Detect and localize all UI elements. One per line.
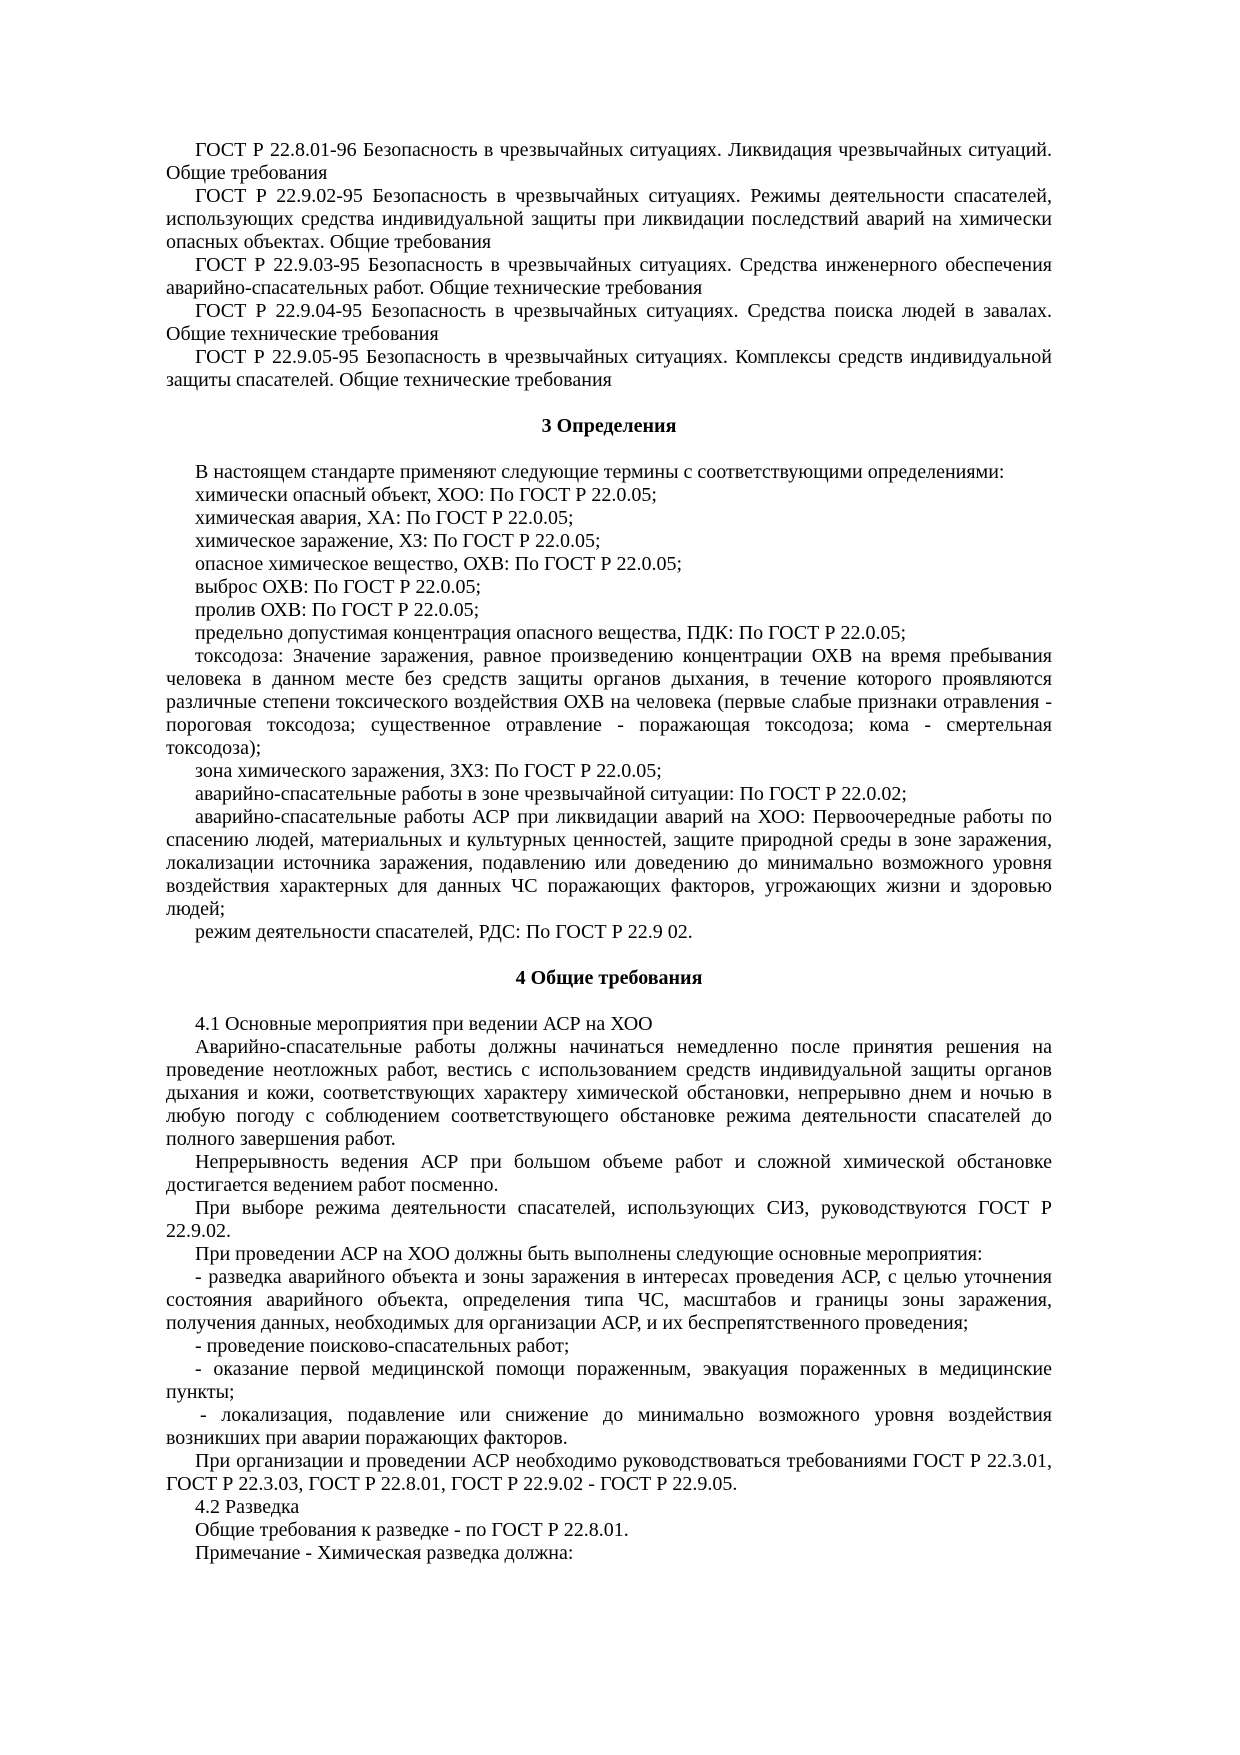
- section-3-heading: 3 Определения: [541, 415, 677, 437]
- definition-paragraph: химическая авария, ХА: По ГОСТ Р 22.0.05;: [195, 507, 574, 529]
- definition-paragraph: режим деятельности спасателей, РДС: По ГОСТ Р 22.9 02.: [195, 921, 693, 943]
- gost-reference-item: ГОСТ Р 22.8.01-96 Безопасность в чрезвычайных ситуациях. Ликвидация чрезвычайных ситуаций. Общие требования: [166, 139, 1052, 184]
- requirement-paragraph: При проведении АСР на ХОО должны быть выполнены следующие основные мероприятия:: [195, 1243, 983, 1265]
- definition-paragraph: опасное химическое вещество, ОХВ: По ГОСТ Р 22.0.05;: [195, 553, 683, 575]
- requirement-paragraph: Общие требования к разведке - по ГОСТ Р 22.8.01.: [195, 1519, 629, 1541]
- requirement-list-item: - локализация, подавление или снижение до минимально возможного уровня воздействия возникших при аварии поражающих факторов.: [166, 1404, 1052, 1449]
- requirement-list-item: - разведка аварийного объекта и зоны заражения в интересах проведения АСР, с целью уточнения состояния аварийного объекта, определения типа ЧС, масштабов и границы зоны заражения, получения данных, необходимых для организации АСР, и их беспрепятственного проведения;: [166, 1266, 1052, 1334]
- requirement-paragraph: При выборе режима деятельности спасателей, использующих СИЗ, руководствуются ГОСТ Р 22.9.02.: [166, 1197, 1052, 1242]
- requirement-paragraph: Примечание - Химическая разведка должна:: [195, 1542, 574, 1564]
- definition-paragraph: химически опасный объект, ХОО: По ГОСТ Р 22.0.05;: [195, 484, 657, 506]
- definition-paragraph: В настоящем стандарте применяют следующие термины с соответствующими определениями:: [195, 461, 1005, 483]
- definition-paragraph: токсодоза: Значение заражения, равное произведению концентрации ОХВ на время пребывания человека в данном месте без средств защиты органов дыхания, в течение которого проявляются различные степени токсического воздействия ОХВ на человека (первые слабые признаки отравления - пороговая токсодоза; существенное отравление - поражающая токсодоза; кома - смертельная токсодоза);: [166, 645, 1052, 759]
- gost-reference-item: ГОСТ Р 22.9.05-95 Безопасность в чрезвычайных ситуациях. Комплексы средств индивидуальной защиты спасателей. Общие технические требования: [166, 346, 1052, 391]
- gost-reference-item: ГОСТ Р 22.9.02-95 Безопасность в чрезвычайных ситуациях. Режимы деятельности спасателей, использующих средства индивидуальной защиты при ликвидации последствий аварий на химически опасных объектах. Общие требования: [166, 185, 1052, 253]
- document-page: [166, 139, 1052, 1565]
- requirement-paragraph: 4.2 Разведка: [195, 1496, 300, 1518]
- definition-paragraph: выброс ОХВ: По ГОСТ Р 22.0.05;: [195, 576, 482, 598]
- requirement-paragraph: Непрерывность ведения АСР при большом объеме работ и сложной химической обстановке достигается ведением работ посменно.: [166, 1151, 1052, 1196]
- definition-paragraph: зона химического заражения, ЗХЗ: По ГОСТ Р 22.0.05;: [195, 760, 662, 782]
- requirement-paragraph: 4.1 Основные мероприятия при ведении АСР на ХОО: [195, 1013, 653, 1035]
- definition-paragraph: аварийно-спасательные работы АСР при ликвидации аварий на ХОО: Первоочередные работы по спасению людей, материальных и культурных ценностей, защите природной среды в зоне заражения, локализации источника заражения, подавлению или доведению до минимально возможного уровня воздействия характерных для данных ЧС поражающих факторов, угрожающих жизни и здоровью людей;: [166, 806, 1052, 920]
- definition-paragraph: пролив ОХВ: По ГОСТ Р 22.0.05;: [195, 599, 480, 621]
- definition-paragraph: предельно допустимая концентрация опасного вещества, ПДК: По ГОСТ Р 22.0.05;: [195, 622, 907, 644]
- requirement-list-item: - проведение поисково-спасательных работ;: [195, 1335, 570, 1357]
- definition-paragraph: химическое заражение, ХЗ: По ГОСТ Р 22.0.05;: [195, 530, 601, 552]
- gost-reference-item: ГОСТ Р 22.9.03-95 Безопасность в чрезвычайных ситуациях. Средства инженерного обеспечения аварийно-спасательных работ. Общие технические требования: [166, 254, 1052, 299]
- gost-reference-item: ГОСТ Р 22.9.04-95 Безопасность в чрезвычайных ситуациях. Средства поиска людей в завалах. Общие технические требования: [166, 300, 1052, 345]
- section-4-heading: 4 Общие требования: [515, 967, 703, 989]
- requirement-list-item: - оказание первой медицинской помощи пораженным, эвакуация пораженных в медицинские пункты;: [166, 1358, 1052, 1403]
- requirement-paragraph: Аварийно-спасательные работы должны начинаться немедленно после принятия решения на проведение неотложных работ, вестись с использованием средств индивидуальной защиты органов дыхания и кожи, соответствующих характеру химической обстановки, непрерывно днем и ночью в любую погоду с соблюдением соответствующего обстановке режима деятельности спасателей до полного завершения работ.: [166, 1036, 1052, 1150]
- requirement-paragraph: При организации и проведении АСР необходимо руководствоваться требованиями ГОСТ Р 22.3.01, ГОСТ Р 22.3.03, ГОСТ Р 22.8.01, ГОСТ Р 22.9.02 - ГОСТ Р 22.9.05.: [166, 1450, 1052, 1495]
- definition-paragraph: аварийно-спасательные работы в зоне чрезвычайной ситуации: По ГОСТ Р 22.0.02;: [195, 783, 907, 805]
